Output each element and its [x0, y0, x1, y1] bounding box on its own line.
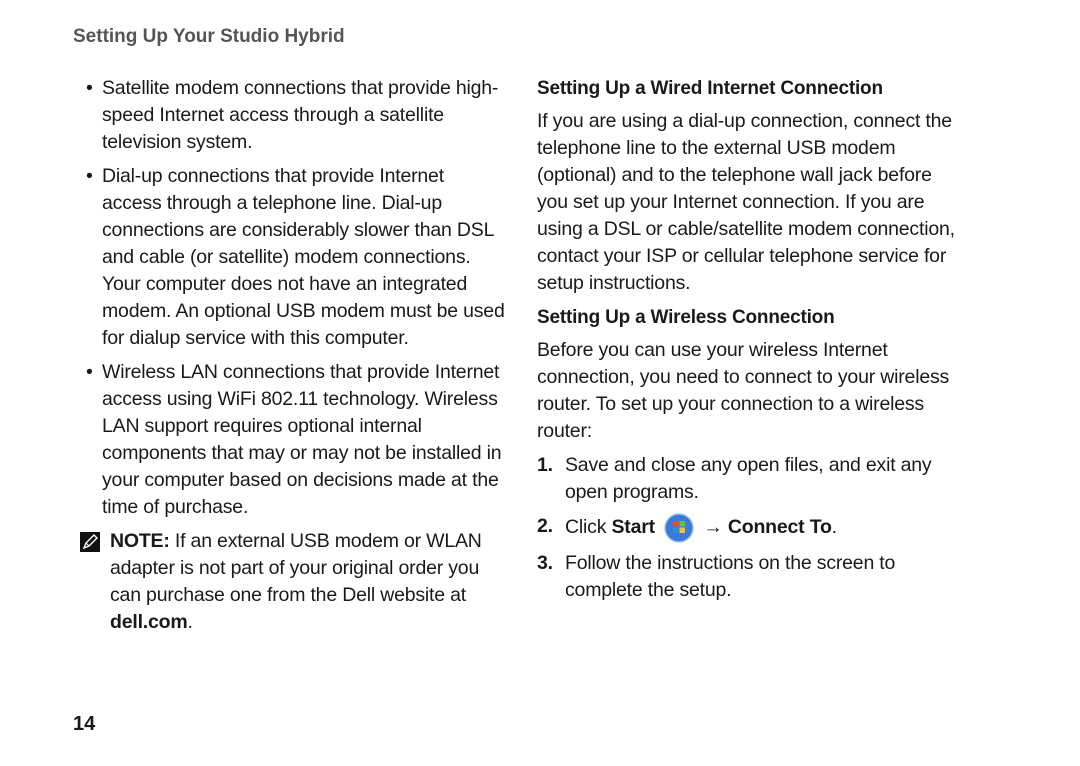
right-column [537, 75, 967, 611]
windows-start-icon [664, 513, 694, 543]
note-text: NOTE: If an external USB modem or WLAN adapter is not part of your original order you can purchase one from the Dell website at dell.com. [110, 530, 482, 633]
wireless-body: Before you can use your wireless Internet connection, you need to connect to your wireless router. To set up your connection to a wireless router: [537, 339, 950, 442]
bullet-item [86, 163, 506, 352]
bullet-text: Wireless LAN connections that provide Internet access using WiFi 802.11 technology. Wireless LAN support requires optional internal components that may or may not be installed in your computer based on decisions made at the time of purchase. [102, 361, 502, 518]
step-item: 3. Follow the instructions on the screen to complete the setup. [537, 552, 896, 601]
bullet-item [86, 359, 506, 521]
step-item: 1. Save and close any open files, and exit any open programs. [537, 454, 932, 503]
running-header: Setting Up Your Studio Hybrid [73, 26, 345, 47]
step-item: 2. Click Start → Connect To. [537, 513, 967, 543]
page-number: 14 [73, 713, 96, 735]
wired-body: If you are using a dial-up connection, connect the telephone line to the external USB modem (optional) and to the telephone wall jack before you set up your Internet connection. If you are using a DSL or cable/satellite modem connection, contact your ISP or cellular telephone service for setup instructions. [537, 110, 955, 294]
wireless-heading: Setting Up a Wireless Connection [537, 307, 835, 328]
wired-heading: Setting Up a Wired Internet Connection [537, 78, 883, 99]
left-column [86, 75, 506, 636]
bullet-icon: • [86, 165, 93, 187]
note-box [86, 528, 506, 636]
bullet-icon: • [86, 361, 93, 383]
dell-link[interactable]: dell.com [110, 611, 188, 633]
bullet-item [86, 75, 506, 156]
bullet-text: Dial-up connections that provide Internet access through a telephone line. Dial-up connections are considerably slower than DSL and cable (or satellite) modem connections. Your computer does not have an integrated modem. An optional USB modem must be used for dialup service with this computer. [102, 165, 505, 349]
pencil-note-icon [80, 528, 110, 636]
bullet-text: Satellite modem connections that provide high-speed Internet access through a satellite television system. [102, 77, 499, 153]
bullet-icon: • [86, 77, 93, 99]
